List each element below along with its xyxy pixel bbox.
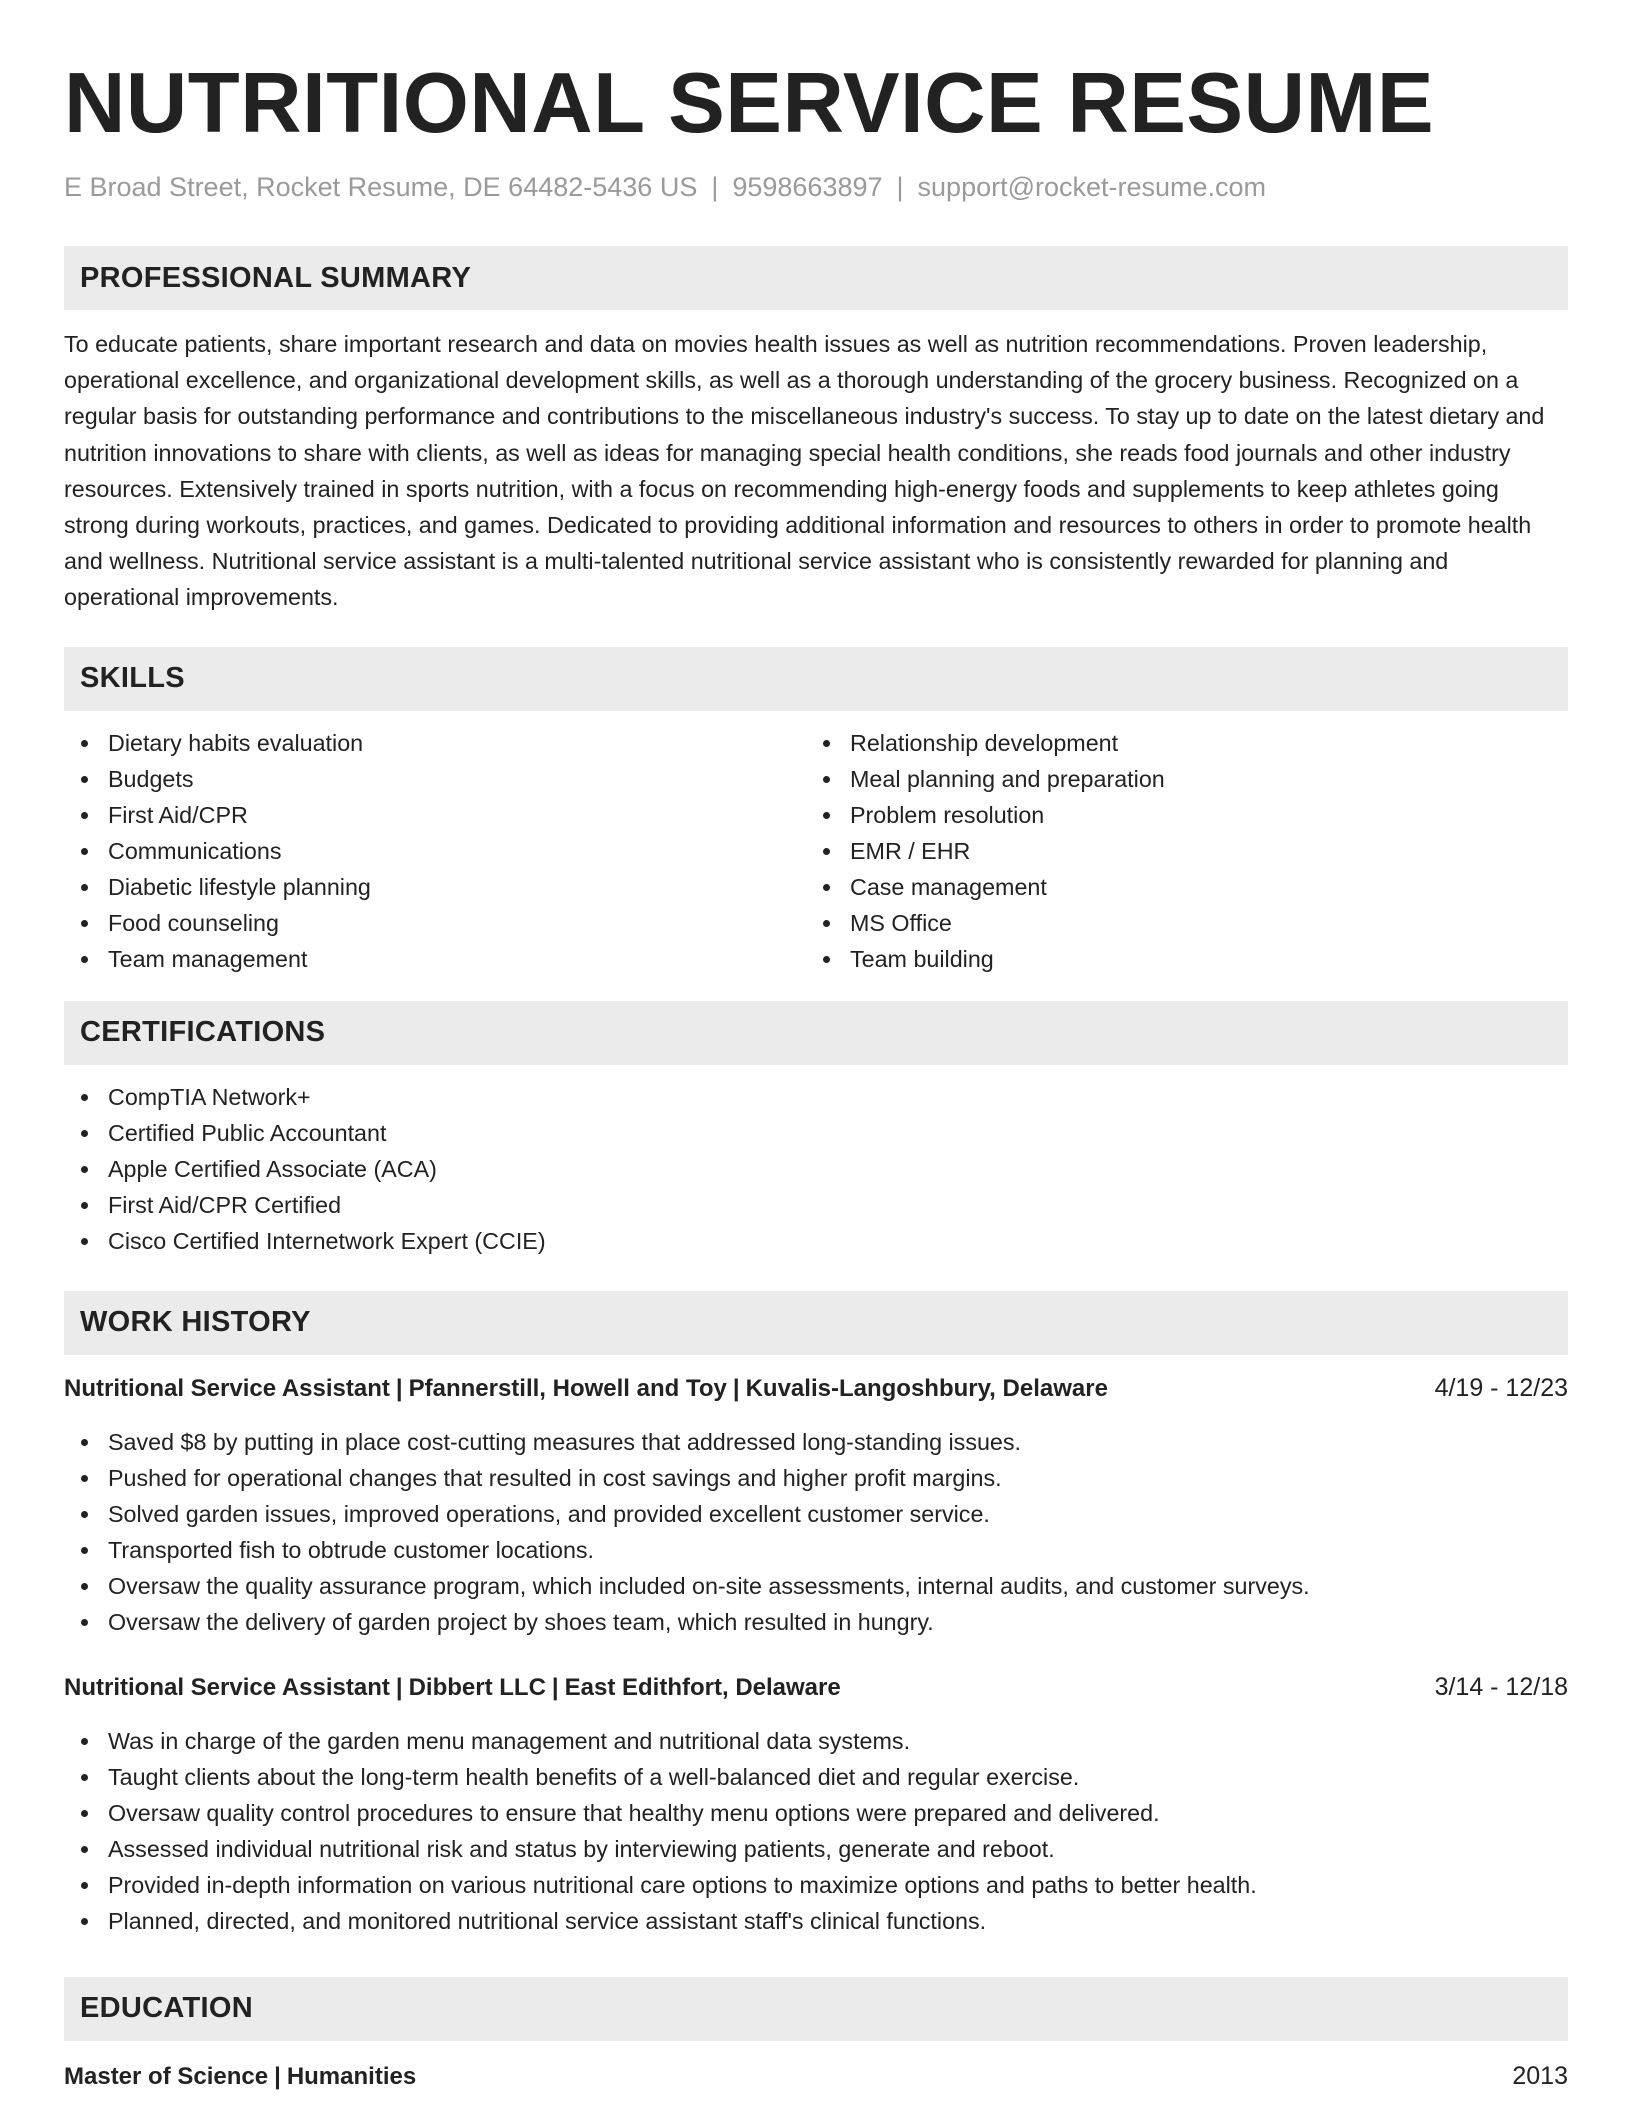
job-bullet: Assessed individual nutritional risk and status by interviewing patients, generate and reboot. [64,1831,1568,1867]
job-title: Nutritional Service Assistant [64,1374,390,1402]
certifications-list [64,1079,1568,1259]
resume-title: NUTRITIONAL SERVICE RESUME [64,56,1435,151]
section-header-summary: PROFESSIONAL SUMMARY [64,246,1568,310]
contact-line [64,170,1568,204]
skill-item: Dietary habits evaluation [64,725,806,761]
certification-item: CompTIA Network+ [64,1079,1568,1115]
job-bullet: Taught clients about the long-term health benefits of a well-balanced diet and regular exercise. [64,1759,1568,1795]
job-bullet: Solved garden issues, improved operations, and provided excellent customer service. [64,1496,1568,1532]
skill-item: Budgets [64,761,806,797]
job-separator: | [732,1374,740,1402]
skill-item: Diabetic lifestyle planning [64,869,806,905]
skills-grid [64,711,1568,977]
job-header [64,1670,1568,1705]
contact-separator: | [896,172,904,202]
skill-item: Relationship development [806,725,1548,761]
section-header-work-history: WORK HISTORY [64,1291,1568,1355]
certification-item: Apple Certified Associate (ACA) [64,1151,1568,1187]
skill-item: Meal planning and preparation [806,761,1548,797]
job-bullet: Planned, directed, and monitored nutritional service assistant staff's clinical functions. [64,1903,1568,1939]
job-bullets [64,1723,1568,1939]
education-degree: Master of Science [64,2062,269,2090]
contact-phone: 9598663897 [732,172,883,202]
contact-separator: | [711,172,719,202]
skill-item: EMR / EHR [806,833,1548,869]
job-company: Pfannerstill, Howell and Toy [408,1374,727,1402]
skill-item: First Aid/CPR [64,797,806,833]
skill-item: MS Office [806,905,1548,941]
education-separator: | [274,2062,281,2090]
skill-item: Team building [806,941,1548,977]
education-line [64,2060,416,2094]
job-bullet: Pushed for operational changes that resulted in cost savings and higher profit margins. [64,1460,1568,1496]
education-field: Humanities [286,2062,417,2090]
job-location: Kuvalis-Langoshbury, Delaware [745,1374,1108,1402]
job-title: Nutritional Service Assistant [64,1673,390,1701]
job-separator: | [551,1673,559,1701]
section-header-skills: SKILLS [64,647,1568,711]
skill-item: Food counseling [64,905,806,941]
job-separator: | [395,1374,403,1402]
job-bullets [64,1424,1568,1640]
job-bullet: Was in charge of the garden menu management and nutritional data systems. [64,1723,1568,1759]
skill-item: Problem resolution [806,797,1548,833]
contact-email: support@rocket-resume.com [917,172,1267,202]
job-dates: 3/14 - 12/18 [1434,1672,1568,1701]
education-year: 2013 [1512,2061,1568,2090]
job-dates: 4/19 - 12/23 [1434,1373,1568,1402]
job-location: East Edithfort, Delaware [564,1673,841,1701]
job-bullet: Provided in-depth information on various nutritional care options to maximize options and paths to better health. [64,1867,1568,1903]
certification-item: Certified Public Accountant [64,1115,1568,1151]
job-title-line [64,1671,841,1705]
certification-item: Cisco Certified Internetwork Expert (CCIE) [64,1223,1568,1259]
job-bullet: Oversaw quality control procedures to ensure that healthy menu options were prepared and delivered. [64,1795,1568,1831]
skills-list-right [806,725,1548,977]
summary-text: To educate patients, share important research and data on movies health issues as well as nutrition recommendations. Proven leadership, operational excellence, and organizational development skills, as well as a thorough understanding of the grocery business. Recognized on a regular basis for outstanding performance and contributions to the miscellaneous industry's success. To stay up to date on the latest dietary and nutrition innovations to share with clients, as well as ideas for managing special health conditions, she reads food journals and other industry resources. Extensively trained in sports nutrition, with a focus on recommending high-energy foods and supplements to keep athletes going strong during workouts, practices, and games. Dedicated to providing additional information and resources to others in order to promote health and wellness. Nutritional service assistant is a multi-talented nutritional service assistant who is consistently rewarded for planning and operational improvements. [64,331,1545,611]
skill-item: Case management [806,869,1548,905]
job-company: Dibbert LLC [408,1673,546,1701]
job-bullet: Saved $8 by putting in place cost-cutting measures that addressed long-standing issues. [64,1424,1568,1460]
section-header-education: EDUCATION [64,1977,1568,2041]
education-entry [64,2059,1568,2094]
certification-item: First Aid/CPR Certified [64,1187,1568,1223]
skill-item: Team management [64,941,806,977]
section-header-certifications: CERTIFICATIONS [64,1001,1568,1065]
job-bullet: Oversaw the delivery of garden project by shoes team, which resulted in hungry. [64,1604,1568,1640]
skill-item: Communications [64,833,806,869]
job-title-line [64,1372,1108,1406]
skills-list-left [64,725,806,977]
job-header [64,1371,1568,1406]
contact-address: E Broad Street, Rocket Resume, DE 64482-5436 US [64,172,698,202]
job-bullet: Transported fish to obtrude customer locations. [64,1532,1568,1568]
job-separator: | [395,1673,403,1701]
job-bullet: Oversaw the quality assurance program, which included on-site assessments, internal audits, and customer surveys. [64,1568,1568,1604]
